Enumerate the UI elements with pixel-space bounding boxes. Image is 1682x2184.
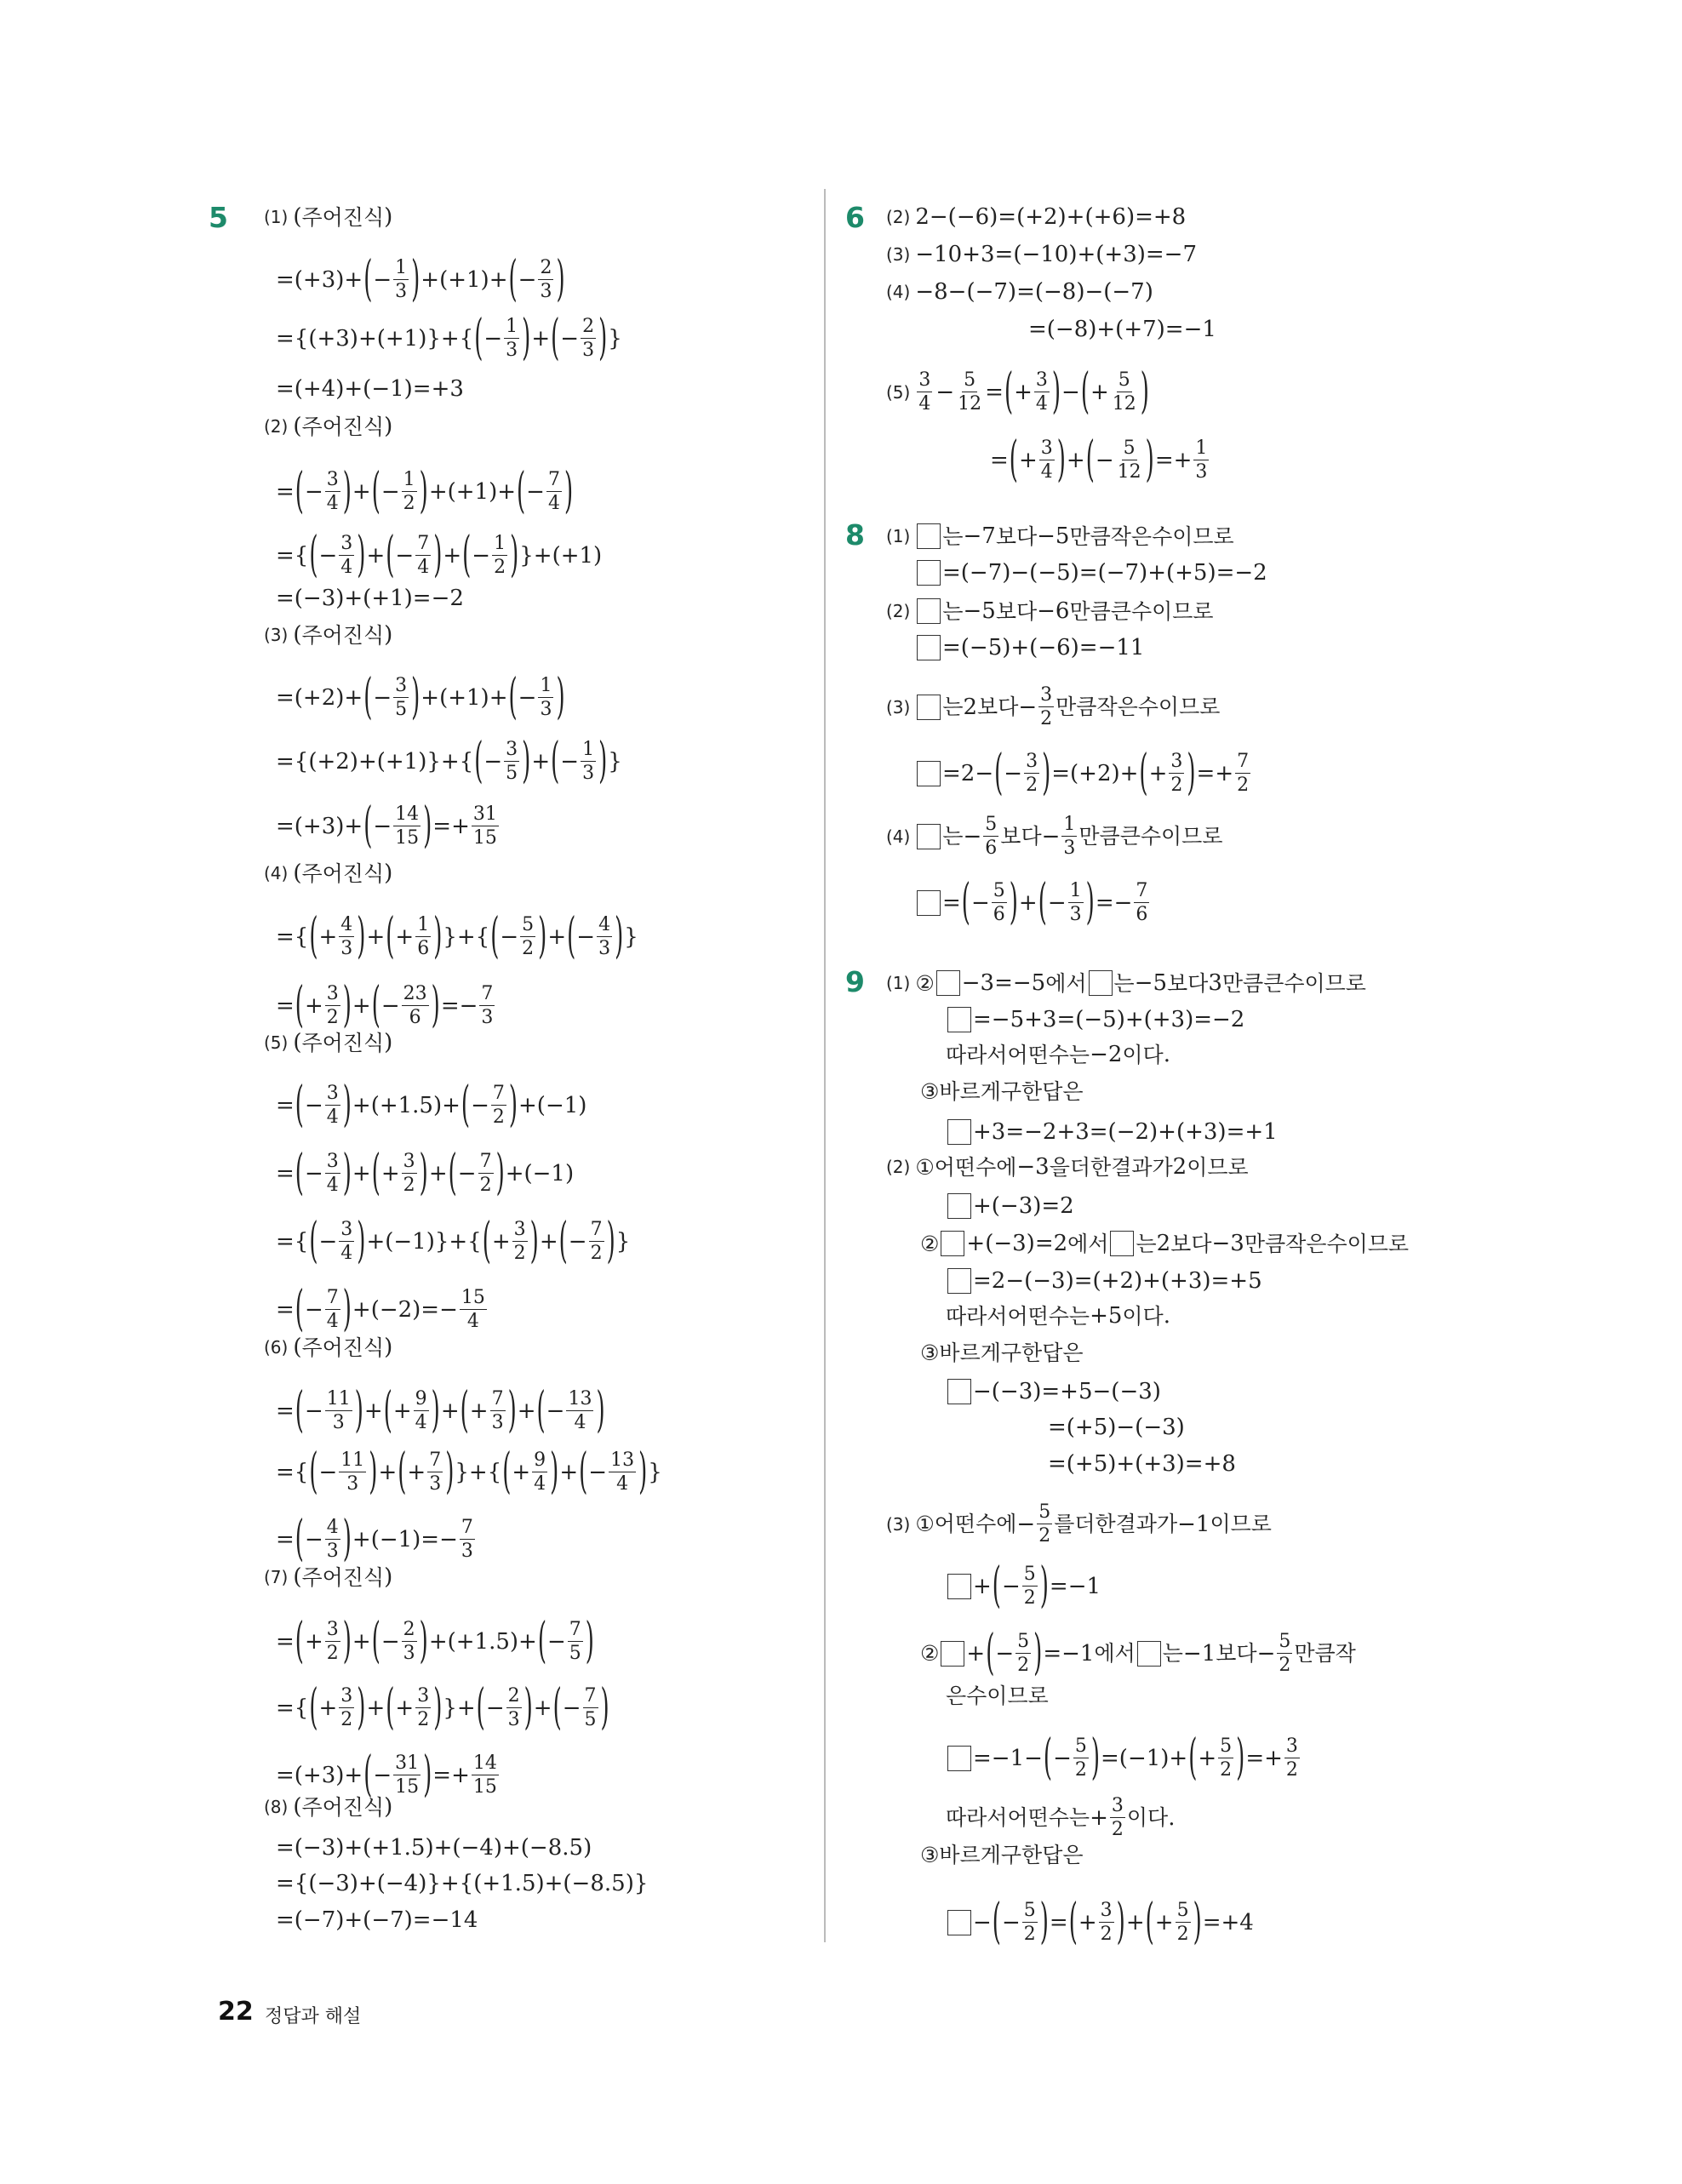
solution-line: (5) $\frac{3}{4}$ − $\frac{5}{12}$ = ( + $\frac{3}{4}$ ) − ( + $\frac{5}{12}$ ) xyxy=(886,363,1149,420)
solution-line: ={ ( − $\frac{3}{4}$ ) +(−1)}+{ ( + $\frac{3}{2}$ ) + ( − $\frac{7}{2}$ ) } xyxy=(276,1213,631,1270)
solution-line: (3) −10+3=(−10)+(+3)=−7 xyxy=(886,242,1197,267)
solution-line: = ( − $\frac{3}{4}$ ) +(+1.5)+ ( − $\frac{7}{2}$ ) +(−1) xyxy=(276,1077,587,1134)
solution-line: (1) 는 −7 보다 −5 만큼 작은 수이므로 xyxy=(886,523,1234,549)
solution-line: (3) ① 어떤 수에 − $\frac{5}{2}$ 를 더한 결과가 −1 이므로 xyxy=(886,1501,1272,1547)
solution-line: +3=−2+3=(−2)+(+3)=+1 xyxy=(946,1119,1278,1145)
solution-line: =2− ( − $\frac{3}{2}$ ) =(+2)+ ( + $\frac{3}{2}$ ) =+ $\frac{7}{2}$ xyxy=(915,752,1252,795)
solution-line: 은 수이므로 xyxy=(946,1684,1049,1708)
answer-box xyxy=(936,970,960,996)
solution-line: = ( − $\frac{11}{3}$ ) + ( + $\frac{9}{4}$ ) + ( + $\frac{7}{3}$ ) + ( − $\frac{13}{4}$ ) xyxy=(276,1382,605,1439)
solution-line: ={(+2)+(+1)}+{ ( − $\frac{3}{5}$ ) + ( − $\frac{1}{3}$ ) } xyxy=(276,733,622,790)
solution-line: =(+2)+ ( − $\frac{3}{5}$ ) +(+1)+ ( − $\frac{1}{3}$ ) xyxy=(276,669,565,726)
answer-box xyxy=(1110,1231,1134,1256)
solution-line: = ( − $\frac{3}{4}$ ) + ( + $\frac{3}{2}$ ) + ( − $\frac{7}{2}$ ) +(−1) xyxy=(276,1145,575,1202)
solution-line: 따라서 어떤 수는 +5 이다 . xyxy=(946,1303,1170,1329)
solution-line: =(−5)+(−6)=−11 xyxy=(915,635,1144,660)
answer-box xyxy=(917,598,941,624)
answer-box xyxy=(1137,1641,1161,1667)
solution-line: ② + ( − $\frac{5}{2}$ ) =−1 에서 는 −1 보다 − $\frac{5}{2}$ 만큼 작 xyxy=(920,1625,1356,1682)
solution-line: (4) ( 주어진 식 ) xyxy=(264,860,393,886)
solution-line: (3) ( 주어진 식 ) xyxy=(264,622,393,648)
answer-box xyxy=(947,1193,971,1219)
solution-line: ={ ( − $\frac{11}{3}$ ) + ( + $\frac{7}{3}$ ) }+{ ( + $\frac{9}{4}$ ) + ( − $\frac{13}{4}$ ) } xyxy=(276,1444,662,1501)
solution-line: =(−7)+(−7)=−14 xyxy=(276,1907,478,1933)
answer-box xyxy=(917,761,941,786)
solution-line: ={(+3)+(+1)}+{ ( − $\frac{1}{3}$ ) + ( − $\frac{2}{3}$ ) } xyxy=(276,310,622,367)
solution-line: (2) ① 어떤 수에 −3 을 더한 결과가 2 이므로 xyxy=(886,1154,1249,1180)
solution-line: =(+5)+(+3)=+8 xyxy=(1048,1451,1236,1477)
solution-line: =(+5)−(−3) xyxy=(1048,1415,1185,1440)
answer-box xyxy=(941,1641,964,1667)
solution-line: (2) 2−(−6)=(+2)+(+6)=+8 xyxy=(886,204,1187,230)
page-number: 22 xyxy=(218,1997,254,2027)
solution-line: =(+3)+ ( − $\frac{31}{15}$ ) =+ $\frac{14}{15}$ xyxy=(276,1747,497,1804)
solution-line: (5) ( 주어진 식 ) xyxy=(264,1030,393,1055)
problem-number-8: 8 xyxy=(845,518,865,552)
solution-line: =(−3)+(+1)=−2 xyxy=(276,586,464,611)
answer-box xyxy=(941,1231,964,1256)
footer-label: 정답과 해설 xyxy=(265,2006,362,2027)
solution-line: (6) ( 주어진 식 ) xyxy=(264,1335,393,1360)
solution-line: =(+4)+(−1)=+3 xyxy=(276,376,464,402)
solution-line: ③ 바르게 구한 답은 xyxy=(920,1079,1084,1104)
solution-line: =2−(−3)=(+2)+(+3)=+5 xyxy=(946,1268,1262,1294)
problem-number-6: 6 xyxy=(845,201,865,234)
solution-line: (2) ( 주어진 식 ) xyxy=(264,414,393,439)
answer-box xyxy=(947,1007,971,1032)
column-divider xyxy=(824,189,826,1942)
solution-line: ② +(−3)=2 에서 는 2 보다 −3 만큼 작은 수이므로 xyxy=(920,1231,1410,1256)
solution-line: =(−8)+(+7)=−1 xyxy=(1028,317,1216,342)
solution-line: (1) ② −3=−5 에서 는 −5 보다 3 만큼 큰 수이므로 xyxy=(886,970,1366,996)
solution-line: (2) 는 −5 보다 −6 만큼 큰 수이므로 xyxy=(886,598,1214,624)
solution-line: (4) 는 − $\frac{5}{6}$ 보다 − $\frac{1}{3}$ 만큼 큰 수이므로 xyxy=(886,814,1223,860)
answer-box xyxy=(917,635,941,660)
solution-line: ={ ( + $\frac{4}{3}$ ) + ( + $\frac{1}{6}$ ) }+{ ( − $\frac{5}{2}$ ) + ( − $\frac{4}{3}$ ) } xyxy=(276,908,638,965)
solution-line: (3) 는 2 보다 − $\frac{3}{2}$ 만큼 작은 수이므로 xyxy=(886,684,1221,730)
solution-line: ={ ( − $\frac{3}{4}$ ) + ( − $\frac{7}{4}$ ) + ( − $\frac{1}{2}$ ) }+(+1) xyxy=(276,527,603,584)
solution-line: =(+3)+ ( − $\frac{1}{3}$ ) +(+1)+ ( − $\frac{2}{3}$ ) xyxy=(276,251,565,308)
solution-line: =−5+3=(−5)+(+3)=−2 xyxy=(946,1007,1244,1032)
solution-line: = ( + $\frac{3}{4}$ ) + ( − $\frac{5}{12}$ ) =+ $\frac{1}{3}$ xyxy=(990,432,1208,489)
solution-line: + ( − $\frac{5}{2}$ ) =−1 xyxy=(946,1564,1101,1608)
answer-box xyxy=(917,695,941,720)
solution-line: = ( − $\frac{7}{4}$ ) +(−2)=− $\frac{15}{4}$ xyxy=(276,1281,485,1338)
solution-line: (4) −8−(−7)=(−8)−(−7) xyxy=(886,279,1153,305)
solution-line: ③ 바르게 구한 답은 xyxy=(920,1843,1084,1867)
answer-box xyxy=(1089,970,1113,996)
answer-box xyxy=(947,1119,971,1145)
solution-line: +(−3)=2 xyxy=(946,1193,1074,1219)
solution-line: − ( − $\frac{5}{2}$ ) = ( + $\frac{3}{2}$ ) + ( + $\frac{5}{2}$ ) =+4 xyxy=(946,1901,1254,1944)
answer-box xyxy=(917,523,941,549)
answer-box xyxy=(947,1268,971,1294)
solution-line: = ( + $\frac{3}{2}$ ) + ( − $\frac{2}{3}$ ) +(+1.5)+ ( − $\frac{7}{5}$ ) xyxy=(276,1613,594,1670)
solution-line: =(+3)+ ( − $\frac{14}{15}$ ) =+ $\frac{31}{15}$ xyxy=(276,798,497,855)
answer-box xyxy=(917,560,941,586)
answer-box xyxy=(917,824,941,849)
solution-line: ③ 바르게 구한 답은 xyxy=(920,1341,1084,1365)
problem-number-5: 5 xyxy=(209,201,228,234)
answer-box xyxy=(947,1746,971,1771)
solution-line: = ( − $\frac{4}{3}$ ) +(−1)=− $\frac{7}{3}$ xyxy=(276,1511,473,1568)
solution-line: =−1− ( − $\frac{5}{2}$ ) =(−1)+ ( + $\frac{5}{2}$ ) =+ $\frac{3}{2}$ xyxy=(946,1736,1302,1780)
solution-line: 따라서 어떤 수는 + $\frac{3}{2}$ 이다 . xyxy=(946,1795,1176,1841)
problem-number-9: 9 xyxy=(845,965,865,998)
solution-line: = ( − $\frac{5}{6}$ ) + ( − $\frac{1}{3}$ ) =− $\frac{7}{6}$ xyxy=(915,881,1151,924)
solution-line: −(−3)=+5−(−3) xyxy=(946,1379,1161,1404)
answer-box xyxy=(947,1379,971,1404)
solution-line: =(−7)−(−5)=(−7)+(+5)=−2 xyxy=(915,560,1267,586)
solution-line: = ( − $\frac{3}{4}$ ) + ( − $\frac{1}{2}$ ) +(+1)+ ( − $\frac{7}{4}$ ) xyxy=(276,463,574,520)
solution-line: 따라서 어떤 수는 −2 이다 . xyxy=(946,1042,1170,1067)
solution-line: = ( + $\frac{3}{2}$ ) + ( − $\frac{23}{6}$ ) =− $\frac{7}{3}$ xyxy=(276,977,494,1034)
solution-line: (8) ( 주어진 식 ) xyxy=(264,1794,393,1820)
solution-line: ={ ( + $\frac{3}{2}$ ) + ( + $\frac{3}{2}$ ) }+ ( − $\frac{2}{3}$ ) + ( − $\frac{7}{5}$ ) xyxy=(276,1679,609,1736)
answer-box xyxy=(917,890,941,916)
answer-box xyxy=(947,1574,971,1599)
answer-box xyxy=(947,1910,971,1935)
solution-line: (7) ( 주어진 식 ) xyxy=(264,1564,393,1590)
solution-line: =(−3)+(+1.5)+(−4)+(−8.5) xyxy=(276,1835,592,1861)
solution-line: (1) ( 주어진 식 ) xyxy=(264,204,393,230)
solution-line: ={(−3)+(−4)}+{(+1.5)+(−8.5)} xyxy=(276,1871,649,1896)
